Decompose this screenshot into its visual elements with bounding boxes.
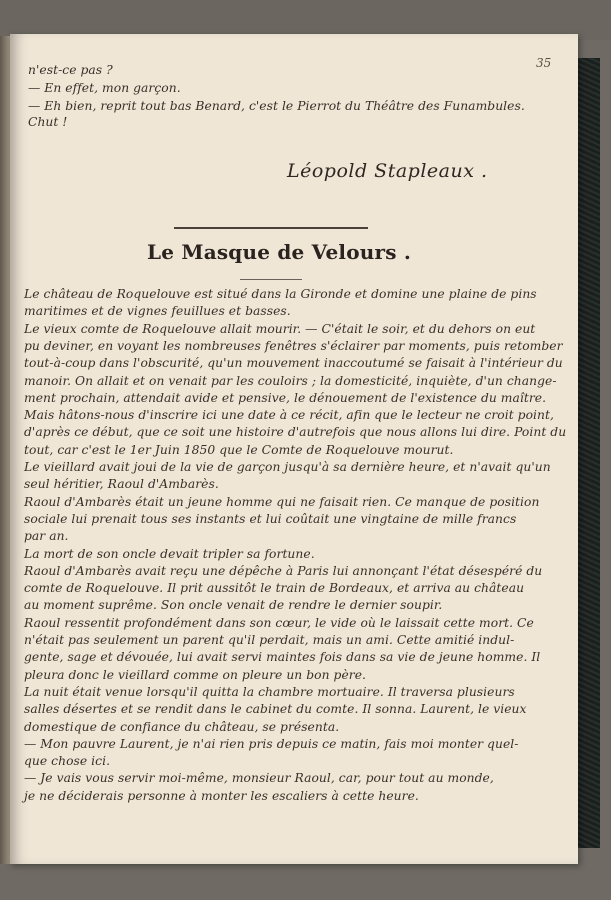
body-line: je ne déciderais personne à monter les escaliers à cette heure. — [24, 788, 419, 803]
title-underline — [240, 279, 302, 280]
body-line: Le vieux comte de Roquelouve allait mourir. — C'était le soir, et du dehors on eut — [24, 321, 536, 336]
body-line: Le vieillard avait joui de la vie de garçon jusqu'à sa dernière heure, et n'avait qu'un — [24, 460, 551, 474]
body-line: tout, car c'est le 1er Juin 1850 que le Comte de Roquelouve mourut. — [24, 442, 454, 457]
body-line: seul héritier, Raoul d'Ambarès. — [24, 477, 219, 492]
intro-line: — En effet, mon garçon. — [28, 81, 181, 95]
section-divider — [174, 227, 368, 229]
body-line: — Je vais vous servir moi-même, monsieur Raoul, car, pour tout au monde, — [24, 771, 494, 786]
body-line: La mort de son oncle devait tripler sa fortune. — [24, 546, 315, 561]
intro-line: n'est-ce pas ? — [28, 63, 113, 77]
body-line: n'était pas seulement un parent qu'il perdait, mais un ami. Cette amitié indul- — [24, 633, 515, 647]
book-cover-edge — [578, 58, 600, 848]
body-line: que chose ici. — [24, 754, 111, 769]
body-line: Raoul d'Ambarès avait reçu une dépêche à Paris lui annonçant l'état désespéré du — [24, 563, 543, 578]
body-line: au moment suprême. Son oncle venait de rendre le dernier soupir. — [24, 598, 443, 613]
body-line: La nuit était venue lorsqu'il quitta la chambre mortuaire. Il traversa plusieurs — [24, 684, 515, 699]
body-line: comte de Roquelouve. Il prit aussitôt le train de Bordeaux, et arriva au château — [24, 581, 525, 596]
body-line: tout-à-coup dans l'obscurité, qu'un mouvement inaccoutumé se faisait à l'intérieur du — [24, 356, 563, 371]
body-line: gente, sage et dévouée, lui avait servi maintes fois dans sa vie de jeune homme. Il — [24, 650, 541, 665]
body-line: Raoul ressentit profondément dans son cœur, le vide où le laissait cette mort. Ce — [24, 615, 534, 630]
body-line: domestique de confiance du château, se présenta. — [24, 719, 340, 734]
page-number: 35 — [536, 56, 552, 70]
intro-line: Chut ! — [28, 115, 68, 129]
body-line: ment prochain, attendait avide et pensive, le dénouement de l'existence du maître. — [24, 390, 547, 405]
body-line: pu deviner, en voyant les nombreuses fenêtres s'éclairer par moments, puis retomber — [24, 338, 563, 353]
body-line: Mais hâtons-nous d'inscrire ici une date à ce récit, afin que le lecteur ne croit point, — [24, 408, 554, 423]
body-line: d'après ce début, que ce soit une histoire d'autrefois que nous allons lui dire. Point du — [24, 425, 567, 440]
body-line: sociale lui prenait tous ses instants et lui coûtait une vingtaine de mille francs — [24, 511, 517, 526]
chapter-title: Le Masque de Velours . — [147, 240, 411, 264]
body-line: pleura donc le vieillard comme on pleure un bon père. — [24, 667, 366, 682]
intro-line: — Eh bien, reprit tout bas Benard, c'est le Pierrot du Théâtre des Funambules. — [28, 99, 525, 113]
body-line: manoir. On allait et on venait par les couloirs ; la domesticité, inquiète, d'un change- — [24, 373, 557, 388]
body-line: — Mon pauvre Laurent, je n'ai rien pris depuis ce matin, fais moi monter quel- — [24, 736, 519, 751]
body-line: Le château de Roquelouve est situé dans la Gironde et domine une plaine de pins — [24, 287, 537, 301]
body-line: par an. — [24, 529, 69, 544]
author-signature: Léopold Stapleaux . — [287, 160, 488, 182]
body-line: Raoul d'Ambarès était un jeune homme qui ne faisait rien. Ce manque de position — [24, 494, 540, 509]
body-line: maritimes et de vignes feuillues et basses. — [24, 304, 291, 319]
body-line: salles désertes et se rendit dans le cabinet du comte. Il sonna. Laurent, le vieux — [24, 702, 527, 717]
